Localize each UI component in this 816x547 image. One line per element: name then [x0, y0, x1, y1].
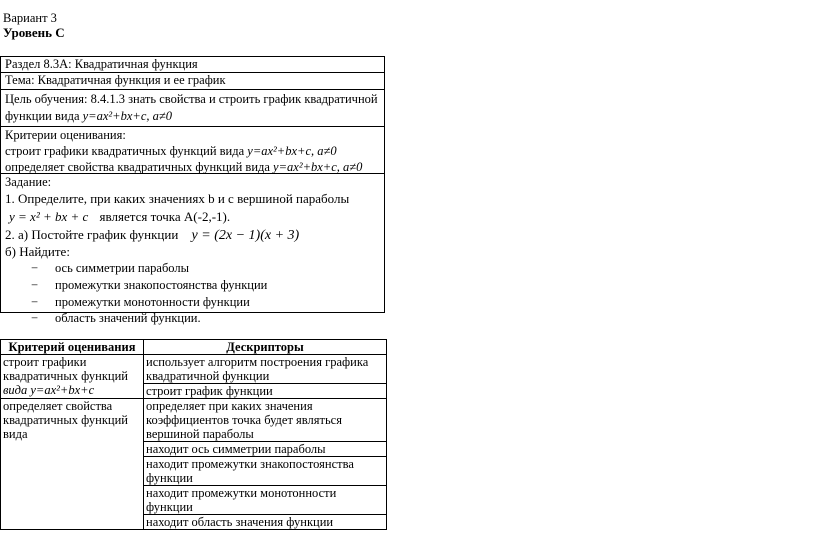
criteria-2-prefix: определяет свойства квадратичных функций вида	[5, 160, 274, 174]
criterion-2-line: вида	[3, 427, 28, 441]
descriptor-cell	[144, 399, 387, 442]
goal-prefix: функции вида	[5, 109, 83, 123]
table-header-row	[1, 340, 387, 355]
bullet-text: промежутки монотонности функции	[55, 295, 250, 309]
criteria-row	[1, 127, 384, 174]
goal-formula: y=ax²+bx+c, a≠0	[82, 109, 172, 123]
criteria-2	[5, 158, 384, 174]
descriptor-cell: строит график функции	[144, 384, 387, 399]
question-1-line-2	[9, 209, 230, 224]
descriptor-cell: находит ось симметрии параболы	[144, 442, 387, 457]
criterion-cell-1	[1, 355, 144, 399]
question-2a-formula: y = (2x − 1)(x + 3)	[191, 228, 300, 243]
criteria-column-header: Критерий оценивания	[1, 340, 144, 355]
level-label: Уровень С	[3, 25, 65, 40]
question-2b: б) Найдите:	[5, 244, 70, 259]
descriptor-line: функции	[146, 471, 193, 485]
bullet-item	[31, 261, 189, 275]
descriptor-line: использует алгоритм построения графика	[146, 355, 369, 369]
goal-line-1: Цель обучения: 8.4.1.3 знать свойства и строить график квадратичной	[5, 92, 378, 106]
task-row	[1, 174, 384, 325]
descriptor-line: коэффициентов точка будет являться	[146, 413, 342, 427]
bullet-mark: −	[31, 295, 39, 309]
bullet-mark: −	[31, 278, 39, 292]
question-1-suffix: является точка A(-2,-1).	[99, 209, 231, 224]
criterion-cell-2	[1, 399, 144, 530]
criterion-1-line: вида y=ax²+bx+c	[3, 383, 95, 397]
question-1-line-1: 1. Определите, при каких значениях b и c вершиной параболы	[5, 191, 350, 206]
variant-label: Вариант 3	[3, 11, 57, 25]
descriptor-line: находит промежутки знакопостоянства	[146, 457, 354, 471]
criterion-1-line: квадратичных функций	[3, 369, 128, 383]
criteria-1-prefix: строит графики квадратичных функций вида	[5, 144, 248, 158]
descriptor-line: находит промежутки монотонности	[146, 486, 337, 500]
descriptor-cell: находит область значения функции	[144, 515, 387, 530]
bullet-mark: −	[31, 311, 39, 325]
criteria-1	[5, 142, 384, 158]
question-1-formula: y = x² + bx + c	[9, 209, 89, 224]
criteria-1-formula: y=ax²+bx+c, a≠0	[247, 144, 337, 158]
question-2a	[5, 227, 299, 243]
criteria-2-formula: y=ax²+bx+c, a≠0	[273, 160, 363, 174]
descriptors-column-header: Дескрипторы	[144, 340, 387, 355]
bullet-text: ось симметрии параболы	[55, 261, 190, 275]
criterion-1-line: строит графики	[3, 355, 87, 369]
descriptor-cell	[144, 486, 387, 515]
descriptor-line: функции	[146, 500, 193, 514]
topic-row	[1, 73, 384, 90]
table-row	[1, 355, 387, 384]
table-row	[1, 399, 387, 442]
descriptor-cell	[144, 457, 387, 486]
task-heading: Задание:	[5, 175, 52, 189]
section-text: Раздел 8.3А: Квадратичная функция	[5, 57, 198, 71]
goal-row	[1, 90, 384, 127]
task-box	[0, 56, 385, 325]
bullet-item	[31, 295, 250, 309]
criterion-2-line: определяет свойства	[3, 399, 113, 413]
bullet-item	[31, 278, 267, 292]
descriptor-line: вершиной параболы	[146, 427, 254, 441]
descriptor-line: квадратичной функции	[146, 369, 270, 383]
descriptor-cell	[144, 355, 387, 384]
criteria-table	[0, 339, 387, 530]
bullet-mark: −	[31, 261, 39, 275]
section-row	[1, 57, 384, 73]
bullet-item	[31, 311, 201, 325]
question-2a-prefix: 2. а) Постойте график функции	[5, 227, 179, 242]
descriptor-line: определяет при каких значения	[146, 399, 313, 413]
criteria-heading: Критерии оценивания:	[5, 128, 126, 142]
criterion-2-line: квадратичных функций	[3, 413, 128, 427]
bullet-text: промежутки знакопостоянства функции	[55, 278, 268, 292]
bullet-text: область значений функции.	[55, 311, 201, 325]
topic-text: Тема: Квадратичная функция и ее график	[5, 73, 226, 87]
goal-line-2	[5, 106, 384, 123]
